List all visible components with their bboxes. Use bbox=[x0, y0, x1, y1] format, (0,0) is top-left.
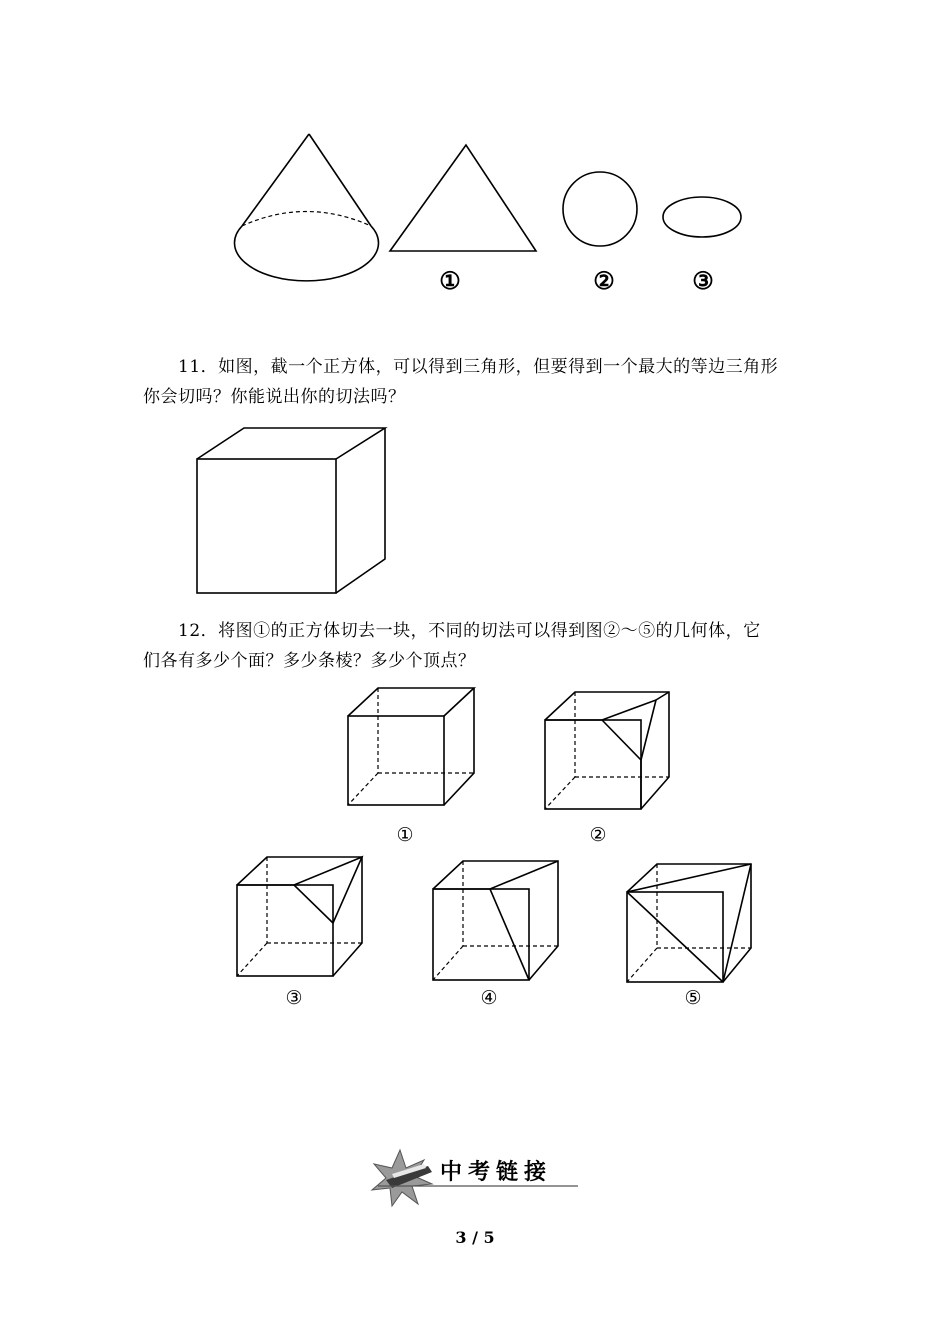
cube-label-3: ③ bbox=[285, 987, 303, 1009]
page-number: 3 / 5 bbox=[455, 1228, 495, 1247]
figure-label-2: ② bbox=[593, 266, 615, 295]
q12-line1: 12．将图①的正方体切去一块，不同的切法可以得到图②～⑤的几何体，它 bbox=[178, 621, 761, 641]
cube-label-5: ⑤ bbox=[684, 987, 702, 1009]
cube-label-4: ④ bbox=[480, 987, 498, 1009]
section-title: 中考链接 bbox=[440, 1159, 553, 1185]
q11-line1: 11．如图，截一个正方体，可以得到三角形，但要得到一个最大的等边三角形 bbox=[178, 357, 779, 377]
cube-label-2: ② bbox=[589, 824, 607, 846]
figure-label-3: ③ bbox=[692, 266, 714, 295]
q12-line2: 们各有多少个面？多少条棱？多少个顶点？ bbox=[143, 651, 476, 671]
cube-label-1: ① bbox=[396, 824, 414, 846]
q11-line2: 你会切吗？你能说出你的切法吗？ bbox=[143, 387, 406, 407]
figure-label-1: ① bbox=[439, 266, 461, 295]
